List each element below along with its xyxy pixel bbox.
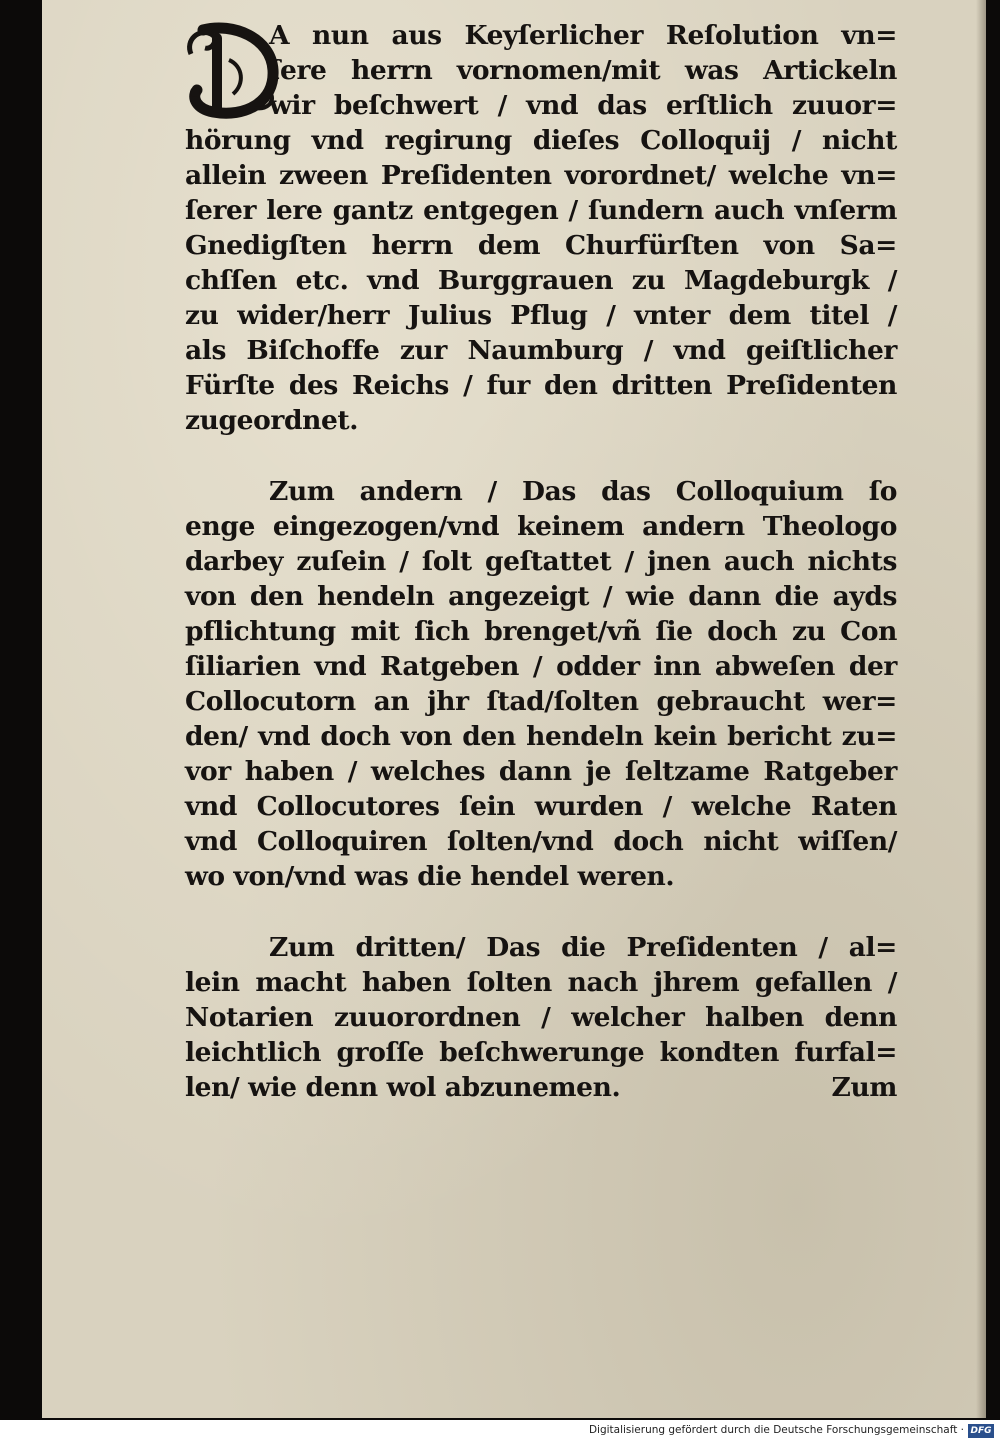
dfg-logo[interactable]: DFG bbox=[968, 1424, 994, 1438]
funding-credit: Digitalisierung gefördert durch die Deutsche Forschungsgemeinschaft · bbox=[588, 1424, 964, 1436]
paragraph-3 bbox=[185, 930, 897, 1105]
text-block bbox=[185, 18, 897, 1105]
text-line: hörung vnd regirung dieſes Colloquij / nicht bbox=[185, 125, 897, 156]
text-line: len/ wie denn wol abzunemen. bbox=[185, 1072, 621, 1103]
text-line: allein zween Preſidenten vorordnet/ welche vn= bbox=[185, 160, 897, 191]
text-line: ſiliarien vnd Ratgeben / odder inn abweſen der bbox=[185, 651, 897, 682]
final-line bbox=[185, 1070, 897, 1105]
paragraph-gap bbox=[185, 438, 897, 474]
text-line: ſere herrn vornomen/mit was Artickeln bbox=[269, 55, 897, 86]
text-line: darbey zuſein / ſolt geſtattet / jnen auch nichts bbox=[185, 546, 897, 577]
text-line: Zum dritten/ Das die Preſidenten / al= bbox=[269, 932, 897, 963]
text-line: pflichtung mit ſich brenget/vñ ſie doch zu Con bbox=[185, 616, 897, 647]
dropcap-ornament-icon bbox=[183, 20, 281, 120]
catchword: Zum bbox=[831, 1072, 897, 1103]
text-line: leichtlich groſſe beſchwerunge kondten furfal= bbox=[185, 1037, 897, 1068]
paragraph-1 bbox=[185, 18, 897, 438]
text-line: vnd Collocutores ſein wurden / welche Raten bbox=[185, 791, 897, 822]
text-line: Collocutorn an jhr ſtad/ſolten gebraucht wer= bbox=[185, 686, 897, 717]
paragraph-gap bbox=[185, 894, 897, 930]
text-line: von den hendeln angezeigt / wie dann die ayds bbox=[185, 581, 897, 612]
book-page bbox=[42, 0, 986, 1418]
paragraph-2 bbox=[185, 474, 897, 894]
text-line: A nun aus Keyſerlicher Reſolution vn= bbox=[269, 20, 897, 51]
text-line: lein macht haben ſolten nach jhrem gefallen / bbox=[185, 967, 897, 998]
text-line: chſſen etc. vnd Burggrauen zu Magdeburgk / bbox=[185, 265, 897, 296]
footer-bar bbox=[0, 1420, 1000, 1443]
text-line: als Biſchoffe zur Naumburg / vnd geiſtlicher bbox=[185, 335, 897, 366]
text-line: Fürſte des Reichs / fur den dritten Preſidenten bbox=[185, 370, 897, 401]
text-line: wo von/vnd was die hendel weren. bbox=[185, 861, 675, 892]
text-line: enge eingezogen/vnd keinem andern Theologo bbox=[185, 511, 897, 542]
text-line: vor haben / welches dann je ſeltzame Ratgeber bbox=[185, 756, 897, 787]
text-line: Notarien zuuorordnen / welcher halben denn bbox=[185, 1002, 897, 1033]
text-line: vnd Colloquiren ſolten/vnd doch nicht wiſſen/ bbox=[185, 826, 897, 857]
text-line: Zum andern / Das das Colloquium ſo bbox=[269, 476, 897, 507]
text-line: ſerer lere gantz entgegen / ſundern auch vnſerm bbox=[185, 195, 897, 226]
text-line: wir beſchwert / vnd das erſtlich zuuor= bbox=[269, 90, 897, 121]
text-line: zugeordnet. bbox=[185, 405, 359, 436]
page-edge-shadow bbox=[976, 0, 986, 1418]
text-line: Gnedigſten herrn dem Churfürſten von Sa= bbox=[185, 230, 897, 261]
dropcap-initial bbox=[183, 20, 281, 120]
text-line: zu wider/herr Julius Pflug / vnter dem titel / bbox=[185, 300, 897, 331]
text-line: den/ vnd doch von den hendeln kein bericht zu= bbox=[185, 721, 897, 752]
